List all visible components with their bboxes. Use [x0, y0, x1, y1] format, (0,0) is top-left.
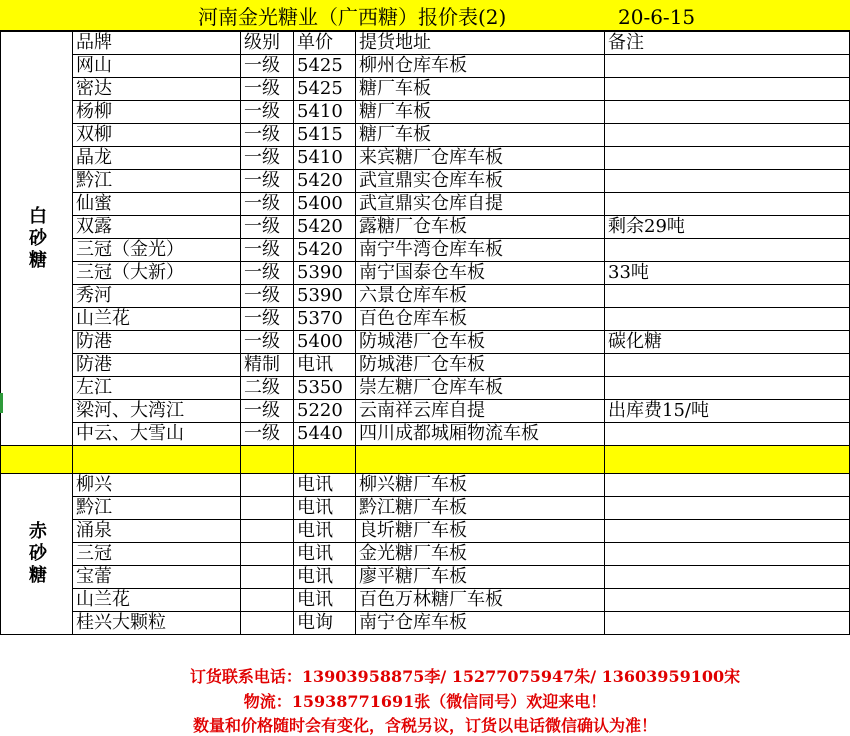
location-cell: 糖厂车板: [356, 78, 605, 101]
table-row: [1, 216, 850, 239]
table-row: [1, 474, 850, 497]
grade-cell: 一级: [241, 147, 294, 170]
grade-cell: 一级: [241, 216, 294, 239]
price-cell: 5390: [294, 262, 356, 285]
table-row: [1, 262, 850, 285]
price-cell: 5420: [294, 170, 356, 193]
brand-cell: 防港: [73, 354, 241, 377]
brand-cell: 山兰花: [73, 308, 241, 331]
note-cell: 33吨: [605, 262, 850, 285]
location-cell: 南宁牛湾仓库车板: [356, 239, 605, 262]
price-cell: 5410: [294, 101, 356, 124]
note-cell: [605, 285, 850, 308]
brand-cell: 晶龙: [73, 147, 241, 170]
separator-cell: [1, 446, 73, 474]
brand-cell: 三冠（金光）: [73, 239, 241, 262]
note-cell: 出库费15/吨: [605, 400, 850, 423]
header-row: [1, 32, 850, 55]
table-row: [1, 612, 850, 635]
location-cell: 百色仓库车板: [356, 308, 605, 331]
footer: [0, 660, 850, 736]
location-cell: 柳兴糖厂车板: [356, 474, 605, 497]
note-cell: [605, 170, 850, 193]
price-cell: 电讯: [294, 543, 356, 566]
category-raw-sugar: 赤 砂 糖: [1, 474, 73, 635]
grade-cell: 一级: [241, 124, 294, 147]
grade-cell: [241, 566, 294, 589]
location-cell: 来宾糖厂仓库车板: [356, 147, 605, 170]
grade-cell: 一级: [241, 193, 294, 216]
table-row: [1, 147, 850, 170]
price-cell: 5425: [294, 78, 356, 101]
location-cell: 金光糖厂车板: [356, 543, 605, 566]
note-cell: [605, 101, 850, 124]
sheet-title: 河南金光糖业（广西糖）报价表(2): [198, 5, 507, 29]
brand-cell: 左江: [73, 377, 241, 400]
table-row: [1, 101, 850, 124]
location-cell: 柳州仓库车板: [356, 55, 605, 78]
separator-cell: [73, 446, 241, 474]
location-cell: 廖平糖厂车板: [356, 566, 605, 589]
price-cell: 电讯: [294, 497, 356, 520]
price-cell: 电询: [294, 612, 356, 635]
note-cell: [605, 354, 850, 377]
grade-cell: [241, 589, 294, 612]
location-cell: 防城港厂仓车板: [356, 331, 605, 354]
price-cell: 5220: [294, 400, 356, 423]
note-cell: [605, 589, 850, 612]
note-cell: [605, 377, 850, 400]
separator-cell: [356, 446, 605, 474]
header-grade: 级别: [241, 32, 294, 55]
brand-cell: 中云、大雪山: [73, 423, 241, 446]
table-row: [1, 170, 850, 193]
location-cell: 糖厂车板: [356, 124, 605, 147]
brand-cell: 梁河、大湾江: [73, 400, 241, 423]
location-cell: 四川成都城厢物流车板: [356, 423, 605, 446]
table-row: [1, 193, 850, 216]
note-cell: [605, 193, 850, 216]
note-cell: [605, 566, 850, 589]
note-cell: [605, 147, 850, 170]
price-cell: 电讯: [294, 520, 356, 543]
brand-cell: 三冠（大新）: [73, 262, 241, 285]
header-location: 提货地址: [356, 32, 605, 55]
brand-cell: 黔江: [73, 170, 241, 193]
brand-cell: 双柳: [73, 124, 241, 147]
header-note: 备注: [605, 32, 850, 55]
price-cell: 电讯: [294, 474, 356, 497]
separator-cell: [241, 446, 294, 474]
header-price: 单价: [294, 32, 356, 55]
table-row: [1, 354, 850, 377]
brand-cell: 桂兴大颗粒: [73, 612, 241, 635]
footer-logistics: 物流：15938771691张（微信同号）欢迎来电！: [243, 692, 607, 711]
grade-cell: 一级: [241, 308, 294, 331]
note-cell: [605, 612, 850, 635]
note-cell: [605, 239, 850, 262]
brand-cell: 密达: [73, 78, 241, 101]
section-separator: [1, 446, 850, 474]
footer-disclaimer: 数量和价格随时会有变化，含税另议，订货以电话微信确认为准！: [192, 716, 657, 735]
sheet-date: 20-6-15: [618, 5, 696, 29]
note-cell: [605, 543, 850, 566]
note-cell: [605, 497, 850, 520]
price-cell: 电讯: [294, 589, 356, 612]
location-cell: 武宣鼎实仓库自提: [356, 193, 605, 216]
grade-cell: [241, 543, 294, 566]
title-bar: [0, 0, 850, 31]
table-row: [1, 377, 850, 400]
header-brand: 品牌: [73, 32, 241, 55]
grade-cell: 一级: [241, 170, 294, 193]
price-cell: 5420: [294, 239, 356, 262]
grade-cell: 一级: [241, 55, 294, 78]
grade-cell: 一级: [241, 78, 294, 101]
grade-cell: 一级: [241, 101, 294, 124]
price-cell: 5410: [294, 147, 356, 170]
price-cell: 电讯: [294, 566, 356, 589]
brand-cell: 双露: [73, 216, 241, 239]
location-cell: 百色万林糖厂车板: [356, 589, 605, 612]
grade-cell: [241, 474, 294, 497]
note-cell: 碳化糖: [605, 331, 850, 354]
brand-cell: 山兰花: [73, 589, 241, 612]
location-cell: 武宣鼎实仓库车板: [356, 170, 605, 193]
grade-cell: [241, 497, 294, 520]
grade-cell: [241, 520, 294, 543]
cell-edge-marker: [0, 393, 3, 413]
note-cell: [605, 474, 850, 497]
note-cell: [605, 520, 850, 543]
table-row: [1, 520, 850, 543]
note-cell: [605, 423, 850, 446]
location-cell: 南宁仓库车板: [356, 612, 605, 635]
note-cell: [605, 124, 850, 147]
grade-cell: 一级: [241, 285, 294, 308]
brand-cell: 三冠: [73, 543, 241, 566]
grade-cell: 一级: [241, 423, 294, 446]
separator-cell: [294, 446, 356, 474]
brand-cell: 秀河: [73, 285, 241, 308]
price-cell: 5400: [294, 331, 356, 354]
table-row: [1, 124, 850, 147]
price-cell: 电讯: [294, 354, 356, 377]
brand-cell: 宝蕾: [73, 566, 241, 589]
location-cell: 防城港厂仓车板: [356, 354, 605, 377]
brand-cell: 涌泉: [73, 520, 241, 543]
brand-cell: 黔江: [73, 497, 241, 520]
price-cell: 5425: [294, 55, 356, 78]
price-cell: 5420: [294, 216, 356, 239]
brand-cell: 防港: [73, 331, 241, 354]
table-row: [1, 308, 850, 331]
note-cell: 剩余29吨: [605, 216, 850, 239]
location-cell: 良圻糖厂车板: [356, 520, 605, 543]
grade-cell: 一级: [241, 262, 294, 285]
separator-cell: [605, 446, 850, 474]
price-cell: 5350: [294, 377, 356, 400]
table-row: [1, 400, 850, 423]
category-white-sugar: 白 砂 糖: [1, 32, 73, 446]
location-cell: 露糖厂仓车板: [356, 216, 605, 239]
note-cell: [605, 308, 850, 331]
footer-contact-phones: 订货联系电话：13903958875李/ 15277075947朱/ 13603959100宋: [189, 667, 741, 686]
table-row: [1, 331, 850, 354]
location-cell: 六景仓库车板: [356, 285, 605, 308]
note-cell: [605, 55, 850, 78]
table-row: [1, 55, 850, 78]
table-row: [1, 423, 850, 446]
grade-cell: 精制: [241, 354, 294, 377]
table-row: [1, 497, 850, 520]
price-cell: 5370: [294, 308, 356, 331]
grade-cell: [241, 612, 294, 635]
price-table: [0, 31, 850, 635]
location-cell: 云南祥云库自提: [356, 400, 605, 423]
table-row: [1, 239, 850, 262]
brand-cell: 杨柳: [73, 101, 241, 124]
location-cell: 糖厂车板: [356, 101, 605, 124]
brand-cell: 仙蜜: [73, 193, 241, 216]
price-cell: 5415: [294, 124, 356, 147]
location-cell: 崇左糖厂仓库车板: [356, 377, 605, 400]
location-cell: 黔江糖厂车板: [356, 497, 605, 520]
table-row: [1, 543, 850, 566]
price-cell: 5390: [294, 285, 356, 308]
note-cell: [605, 78, 850, 101]
grade-cell: 一级: [241, 331, 294, 354]
table-row: [1, 566, 850, 589]
grade-cell: 一级: [241, 400, 294, 423]
table-row: [1, 78, 850, 101]
brand-cell: 网山: [73, 55, 241, 78]
price-cell: 5400: [294, 193, 356, 216]
grade-cell: 二级: [241, 377, 294, 400]
location-cell: 南宁国泰仓车板: [356, 262, 605, 285]
brand-cell: 柳兴: [73, 474, 241, 497]
table-row: [1, 285, 850, 308]
grade-cell: 一级: [241, 239, 294, 262]
price-cell: 5440: [294, 423, 356, 446]
table-row: [1, 589, 850, 612]
